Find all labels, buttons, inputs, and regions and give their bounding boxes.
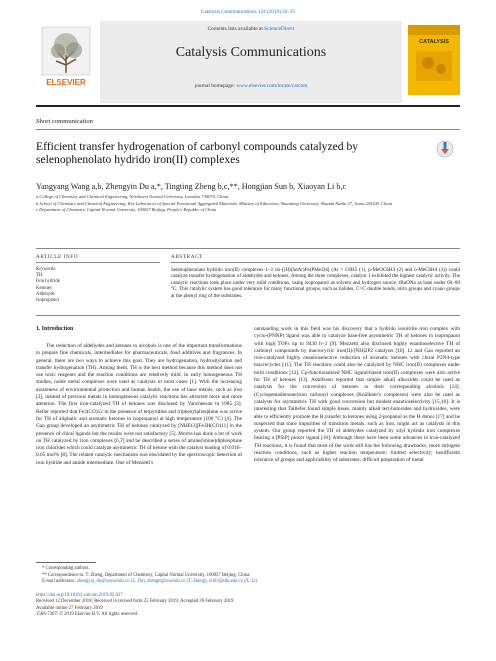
crossmark-icon[interactable]: [436, 140, 454, 160]
affiliation: c Department of Chemistry, Capital Normal University, 100037 Beijing, People's Republic of China: [36, 207, 217, 213]
journal-reference[interactable]: Catalysis Communications 124 (2019) 32–35: [200, 9, 296, 15]
publication-info: [36, 593, 460, 619]
contents-line: Contents lists available at ScienceDirect: [207, 26, 295, 32]
footnote-rule: [36, 562, 96, 563]
doi-link[interactable]: https://doi.org/10.1016/j.catcom.2019.02.027: [36, 593, 123, 598]
paragraph: The reduction of aldehydes and ketones to alcohols is one of the important transformations to prepare fine chemicals, intermediates for pharmaceuticals, food additives and fragrances. In general, there are two ways to achieve this goal. They are hydrogenation, hydrosilylation and transfer hydrogenation (TH). Among them, TH is the best method because this method does not use toxic reagents and the reaction conditions are relatively mild. In early homogeneous TH studies, noble metal complexes were used as catalysts in most cases [1]. With the increasing awareness of environmental protection and human health, the use of base metals, such as iron [2], instead of precious metals in homogeneous catalytic reactions has attracted more and more attention. The first iron-catalyzed TH of ketones was disclosed by Vancheesan in 1985 [3]. Beller reported that Fe3(CO)12 in the presence of terpyridine and triphenylphosphine was active for TH of aliphatic and aromatic ketones in isopropanol at high temperature (100 °C) [4]. The Gao group developed an asymmetric TH of ketones catalyzed by [NHEt3][Fe3H(CO)11] in the presence of chiral ligands but the results were not satisfactory [5]. Morris has done a lot of work on TH catalyzed by iron complexes [6,7] and he described a series of amine(imine)diphosphine iron chlorides which could catalyze asymmetric TH of ketone with the catalyst loading of 0.016–0.05 mol% [8]. The related catalytic mechanism was elucidated by the spectroscopic detection of iron hydride and amide intermediate. One of Mezzetti's: [36, 343, 242, 466]
sciencedirect-link[interactable]: ScienceDirect: [264, 26, 295, 32]
email-links[interactable]: zhengyin_du@nwnu.edu.cn (Z. Du), zhengtt@cnu.edu.cn (T. Zheng), xli63@sdu.edu.cn (X. Li).: [76, 579, 259, 585]
keyword: Ketones: [36, 285, 52, 291]
article-type: Short communication: [36, 118, 93, 125]
divider: [36, 262, 160, 263]
homepage-line: journal homepage: www.elsevier.com/locate/catcom: [194, 83, 308, 89]
footnotes: [36, 566, 460, 586]
keyword: Isopropanol: [36, 298, 59, 304]
divider: [36, 129, 460, 130]
body-column-left: [36, 343, 242, 467]
body-column-right: [254, 326, 460, 465]
affiliations: [36, 194, 460, 214]
copyright: 1566-7367/ © 2019 Elsevier B.V. All rights reserved.: [36, 612, 139, 618]
section-heading: 1. Introduction: [36, 326, 74, 332]
footnote: * Corresponding authors.: [42, 566, 90, 571]
footnote-emails: E-mail addresses: zhengyin_du@nwnu.edu.cn (Z. Du), zhengtt@cnu.edu.cn (T. Zheng), xli63@sdu.edu.cn (X. Li).: [42, 579, 259, 585]
journal-banner: [100, 21, 402, 103]
available-date: Available online 27 February 2019: [36, 605, 103, 611]
received-dates: Received 12 December 2018; Received in revised form 25 February 2019; Accepted 26 February 2019: [36, 599, 234, 605]
journal-title: Catalysis Communications: [175, 45, 327, 60]
keywords-list: [36, 273, 60, 304]
divider: [36, 248, 460, 249]
footnote: ** Correspondence to: T. Zheng, Department of Chemistry, Capital Normal University, 100037 Beijing, China.: [42, 572, 251, 578]
journal-header: [36, 21, 460, 103]
header-rule: [36, 105, 460, 107]
abstract-heading: ABSTRACT: [171, 254, 203, 260]
keyword: Aldehyde: [36, 291, 55, 297]
divider: [36, 315, 460, 316]
elsevier-tree-logo: [36, 25, 96, 91]
cover-title: CATALYSIS: [419, 39, 449, 45]
publisher-name: ELSEVIER: [46, 78, 86, 87]
journal-cover-image: [408, 25, 460, 95]
article-title: Efficient transfer hydrogenation of carbonyl compounds catalyzed by selenophenolato hydrido iron(II) complexes: [36, 140, 359, 167]
homepage-link[interactable]: www.elsevier.com/locate/catcom: [236, 83, 308, 89]
divider: [171, 262, 460, 263]
author-list: Yangyang Wang a,b, Zhengyin Du a,*, Tingting Zheng b,c,**, Hongjian Sun b, Xiaoyan Li b,c: [36, 182, 347, 191]
affiliation: a College of Chemistry and Chemical Engineering, Northwest Normal University, Lanzhou 730070, China: [36, 194, 229, 199]
keyword: Iron hydride: [36, 279, 60, 285]
paragraph: outstanding work in this field was his discovery that a hydrido isonitrile iron complex with cyclo-(PNNP) ligand was able to catalyze base-free asymmetric TH of ketones in isopropanol with high TOFs up to 9430 h−1 [9]. Mezzetti also disclosed highly enantioselective TH of carbonyl compounds by macrocyclic iron(II)/(NH)2P2 catalysts [10]. Li and Gao reported an iron-catalyzed highly enantioselective reduction of aromatic ketones with chiral P2N4-type macrocycles [11]. The TH reactions could also be catalyzed by NHC iron(II) complexes under mild conditions [12]. Cp-functionalized NHC ligand-based iron(II) complexes were also active for TH of ketones [13]. Adolfsson reported that simple alkali alkoxides could be used as catalysts for the conversion of ketones to their corresponding alcohols [14]. (Cyclopentadienone)iron carbonyl complexes (Knölkner's complexes) were also be used as catalysts for asymmetric TH with good conversion but modest enantioselectivity [15,16]. It is interesting that Taillefer found simple bases, mainly alkali tert-butoxides and hydroxides, were able to efficiently promote the H transfer to ketones using 2-propanol as the H donor [17] and he suspected that trace impurities of transition metals, such as iron, might act as catalysts in this system. Our group reported the TH of aldehydes catalyzed by silyl hydrido iron complexes bearing a [PSiP] pincer ligand [18]. Although there have been some advances in iron-catalyzed TH reactions, it is found that most of the work still has the following drawbacks: more stringent reaction conditions, such as higher reaction temperature; limited selectivity; insufficient tolerance of groups and applicability of substrates; difficult preparation of metal: [254, 326, 460, 464]
affiliation: b School of Chemistry and Chemical Engineering, Key Laboratory of Special Functional Aggregated Materials, Ministry of Education, Shandong University, Shanda Nanlu 27, Jinan 250100, China: [36, 200, 392, 206]
article-info-heading: ARTICLE INFO: [36, 254, 79, 260]
abstract-text: Selenophenolato hydrido iron(II) complexes 1–3 cis-[(H)(SeAr)Fe(PMe3)4] (Ar = C6H5 (1), p-MeOC6H4 (2) and o-MeC6H4 (3)) could catalyze transfer hydrogenation of aldehydes and ketones. Among the three complexes, catalyst 1 exhibited the highest catalytic activity. The catalytic reactions took place under very mild conditions, using isopropanol as solvent and hydrogen source, tBuONa as base under 60–80 °C. This catalytic system has good tolerance for many functional groups, such as halides, C=C double bonds, nitro groups and cyano groups at the phenyl ring of the substrates.: [171, 267, 460, 299]
keywords-label: Keywords:: [36, 267, 57, 272]
keyword: TH: [36, 273, 43, 278]
